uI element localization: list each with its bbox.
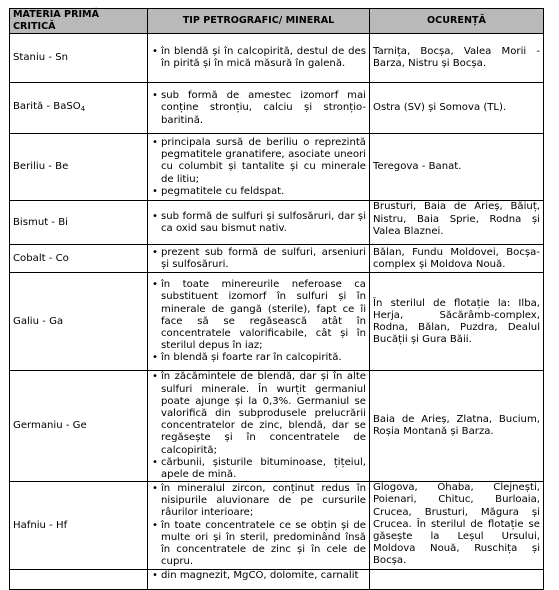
material-cell: Galiu - Ga xyxy=(10,273,148,371)
petro-cell xyxy=(148,83,370,134)
material-cell xyxy=(10,83,148,134)
occurrence-cell: Teregova - Banat. xyxy=(370,134,544,201)
petro-cell xyxy=(148,482,370,570)
table-row xyxy=(10,83,544,134)
petro-item: • prezent sub formă de sulfuri, arseniuri și sulfosăruri. xyxy=(151,247,366,271)
material-cell: Cobalt - Co xyxy=(10,245,148,273)
header-row xyxy=(10,9,544,34)
material-subscript: 4 xyxy=(80,105,86,114)
table-row xyxy=(10,273,544,371)
petro-item: • în zăcămintele de blendă, dar și în alte sulfuri minerale. În wurțit germaniul poate ajunge și la 0,3%. Germaniul se valorifică din subprodusele prelucrării concentratelor de zinc, blendă, dar se regăsește și în concentratele de calcopirită; xyxy=(151,371,366,456)
petro-item: • sub formă de sulfuri și sulfosăruri, dar și ca oxid sau bismut nativ. xyxy=(151,211,366,235)
petro-cell xyxy=(148,34,370,83)
occurrence-cell: Baia de Arieș, Zlatna, Bucium, Roșia Montană și Barza. xyxy=(370,371,544,482)
petro-item: • în mineralul zircon, conținut redus în nisipurile aluvionare de pe cursurile râurilor interioare; xyxy=(151,483,366,520)
occurrence-cell: Ostra (SV) și Somova (TL). xyxy=(370,83,544,134)
occurrence-cell: Bălan, Fundu Moldovei, Bocșa-complex și Moldova Nouă. xyxy=(370,245,544,273)
table-row xyxy=(10,570,544,590)
table-row xyxy=(10,201,544,245)
header-petrographic-type: TIP PETROGRAFIC/ MINERAL xyxy=(148,9,370,34)
petro-item: • în blendă și în calcopirită, destul de des în pirită și în mică măsură în galenă. xyxy=(151,46,366,70)
occurrence-cell: Brusturi, Baia de Arieș, Băiuț, Nistru, Baia Sprie, Rodna și Valea Blaznei. xyxy=(370,201,544,245)
table-row xyxy=(10,371,544,482)
petro-item: • în blendă și foarte rar în calcopirită. xyxy=(151,352,366,364)
occurrence-cell xyxy=(370,570,544,590)
material-name: Barită - BaSO xyxy=(13,101,81,113)
petro-item: • din magnezit, MgCO, dolomite, carnalit xyxy=(151,570,366,582)
critical-materials-table xyxy=(9,8,544,590)
petro-item: • cărbunii, șisturile bituminoase, țițeiul, apele de mină. xyxy=(151,457,366,481)
petro-item: • în toate concentratele ce se obțin și de multe ori și în steril, predominând însă în concentratele de zinc și în cele de cupru. xyxy=(151,520,366,569)
petro-cell xyxy=(148,245,370,273)
petro-cell xyxy=(148,371,370,482)
table-row xyxy=(10,482,544,570)
petro-item: • pegmatitele cu feldspat. xyxy=(151,186,366,198)
table-row xyxy=(10,134,544,201)
header-occurrence: OCURENȚĂ xyxy=(370,9,544,34)
petro-cell xyxy=(148,570,370,590)
material-cell: Beriliu - Be xyxy=(10,134,148,201)
material-cell: Bismut - Bi xyxy=(10,201,148,245)
material-cell xyxy=(10,570,148,590)
petro-cell xyxy=(148,201,370,245)
occurrence-cell: În sterilul de flotație la: Ilba, Herja, Săcărâmb-complex, Rodna, Bălan, Puzdra, Dealul Bucății și Gura Băii. xyxy=(370,273,544,371)
petro-cell xyxy=(148,134,370,201)
material-cell: Hafniu - Hf xyxy=(10,482,148,570)
material-cell: Germaniu - Ge xyxy=(10,371,148,482)
petro-item: • principala sursă de beriliu o reprezintă pegmatitele granatifere, asociate uneori cu columbit și tantalite și cu minerale de litiu; xyxy=(151,137,366,186)
table-row xyxy=(10,245,544,273)
header-material: MATERIA PRIMĂ CRITICĂ xyxy=(10,9,148,34)
petro-cell xyxy=(148,273,370,371)
material-cell: Staniu - Sn xyxy=(10,34,148,83)
table-row xyxy=(10,34,544,83)
occurrence-cell: Glogova, Ohaba, Clejnești, Poienari, Chituc, Burloaia, Crucea, Brusturi, Măgura și Crucea. În sterilul de flotație se găsește la Leșul Ursului, Moldova Nouă, Ruschița și Bocșa. xyxy=(370,482,544,570)
petro-item: • sub formă de amestec izomorf mai conține stronțiu, calciu și stronțio-baritină. xyxy=(151,90,366,127)
occurrence-cell: Tarnița, Bocșa, Valea Morii - Barza, Nistru și Bocșa. xyxy=(370,34,544,83)
petro-item: • în toate minereurile neferoase ca substituent izomorf în sulfuri și în minerale de gangă (sterile), fapt ce îi face să se regăsească atât în concentratele valorificabile, cât și în sterilul depus în iaz; xyxy=(151,279,366,352)
